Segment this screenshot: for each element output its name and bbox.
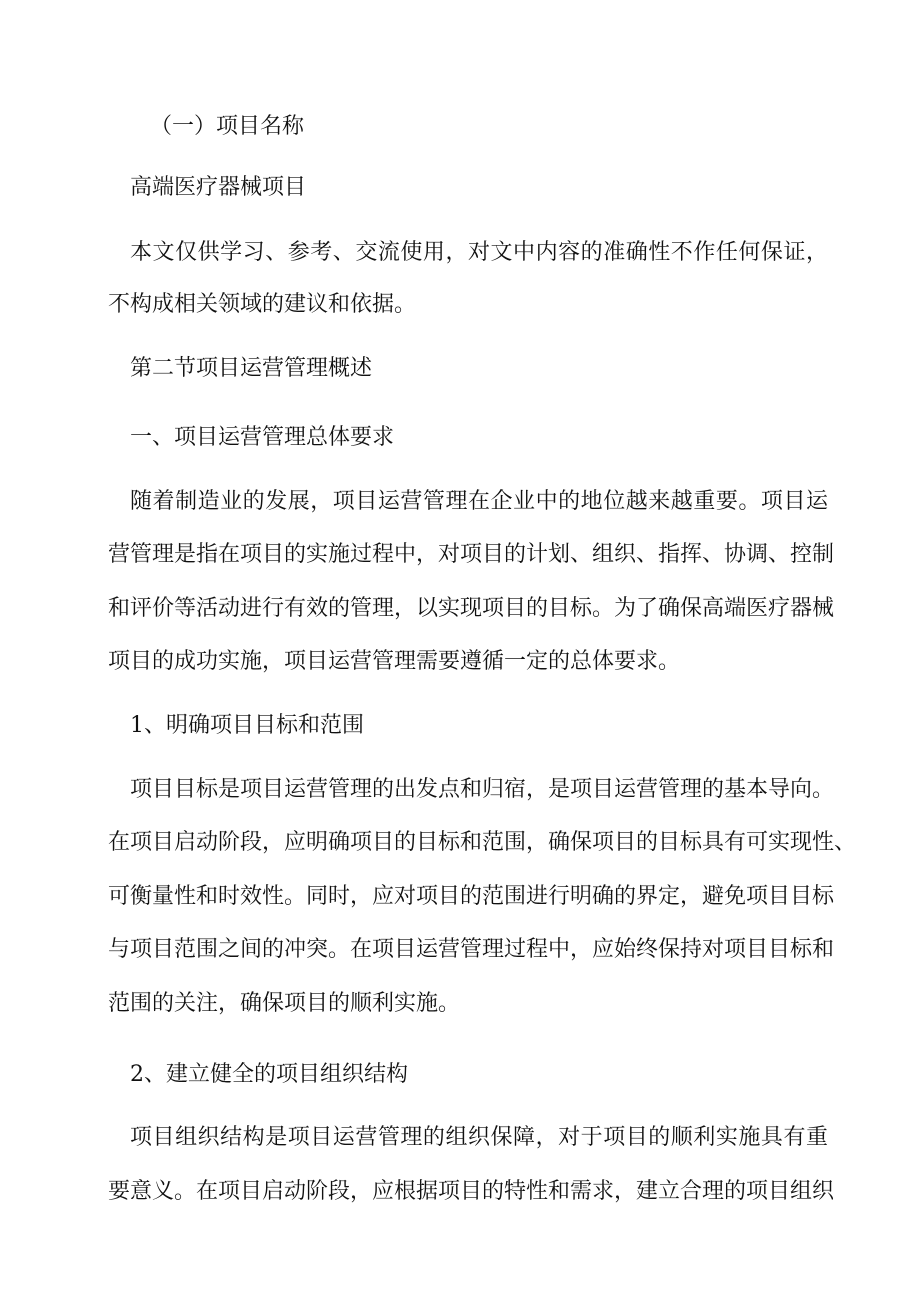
item2-title: 2、建立健全的项目组织结构 <box>130 1062 408 1087</box>
paragraph-line: 在项目启动阶段，应明确项目的目标和范围，确保项目的目标具有可实现性、 <box>108 830 857 855</box>
section-title: 第二节项目运营管理概述 <box>130 356 373 381</box>
heading-project-name: （一）项目名称 <box>150 114 305 139</box>
disclaimer-line: 不构成相关领域的建议和依据。 <box>108 292 417 317</box>
paragraph-line: 项目组织结构是项目运营管理的组织保障，对于项目的顺利实施具有重 <box>130 1125 828 1150</box>
paragraph-line: 随着制造业的发展，项目运营管理在企业中的地位越来越重要。项目运 <box>130 489 828 514</box>
subsection-title: 一、项目运营管理总体要求 <box>130 425 395 450</box>
paragraph-line: 和评价等活动进行有效的管理，以实现项目的目标。为了确保高端医疗器械 <box>108 596 835 621</box>
paragraph-line: 可衡量性和时效性。同时，应对项目的范围进行明确的界定，避免项目目标 <box>108 884 835 909</box>
paragraph-line: 营管理是指在项目的实施过程中，对项目的计划、组织、指挥、协调、控制 <box>108 542 835 567</box>
paragraph-line: 要意义。在项目启动阶段，应根据项目的特性和需求，建立合理的项目组织 <box>108 1179 835 1204</box>
project-name: 高端医疗器械项目 <box>130 175 307 200</box>
disclaimer-line: 本文仅供学习、参考、交流使用，对文中内容的准确性不作任何保证， <box>130 240 828 265</box>
paragraph-line: 范围的关注，确保项目的顺利实施。 <box>108 991 461 1016</box>
paragraph-line: 与项目范围之间的冲突。在项目运营管理过程中，应始终保持对项目目标和 <box>108 937 835 962</box>
paragraph-line: 项目目标是项目运营管理的出发点和归宿，是项目运营管理的基本导向。 <box>130 777 835 802</box>
paragraph-line: 项目的成功实施，项目运营管理需要遵循一定的总体要求。 <box>108 649 681 674</box>
item1-title: 1、明确项目目标和范围 <box>130 713 364 738</box>
